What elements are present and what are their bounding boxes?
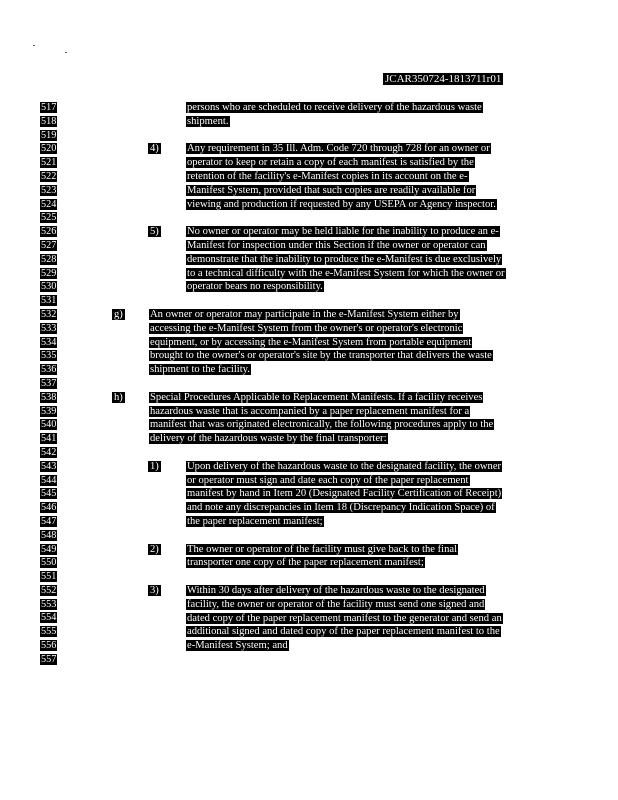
line-number: 526 bbox=[41, 226, 57, 238]
line-number: 547 bbox=[41, 515, 57, 527]
scan-speck bbox=[65, 52, 67, 53]
text-line: persons who are scheduled to receive delivery of the hazardous waste bbox=[187, 102, 482, 113]
line-number: 532 bbox=[41, 308, 57, 320]
line-number: 524 bbox=[41, 198, 57, 210]
text-line: brought to the owner's or operator's site by the transporter that delivers the waste bbox=[150, 350, 492, 362]
line-number: 530 bbox=[41, 281, 57, 293]
text-line: Special Procedures Applicable to Replacement Manifests. If a facility receives bbox=[150, 391, 483, 403]
line-number: 531 bbox=[41, 295, 57, 307]
paragraph bbox=[186, 584, 503, 653]
paragraph-marker: h) bbox=[114, 391, 123, 403]
line-number: 553 bbox=[41, 598, 57, 610]
paragraph bbox=[186, 543, 458, 571]
line-number: 520 bbox=[41, 143, 57, 155]
paragraph-marker: 1) bbox=[150, 460, 159, 472]
text-line: Manifest for inspection under this Section if the owner or operator can bbox=[187, 239, 486, 251]
paragraph bbox=[149, 308, 493, 377]
line-number: 517 bbox=[41, 102, 57, 113]
text-line: equipment, or by accessing the e-Manifest System from portable equipment bbox=[150, 336, 472, 348]
line-number: 523 bbox=[41, 184, 57, 196]
text-line: delivery of the hazardous waste by the final transporter: bbox=[150, 433, 387, 445]
text-line: accessing the e-Manifest System from the owner's or operator's electronic bbox=[150, 322, 463, 334]
line-number: 546 bbox=[41, 502, 57, 514]
text-line: facility, the owner or operator of the facility must send one signed and bbox=[187, 598, 485, 610]
paragraph-marker: 2) bbox=[150, 543, 159, 555]
line-number: 538 bbox=[41, 391, 57, 403]
line-number: 542 bbox=[41, 446, 57, 458]
line-number: 537 bbox=[41, 377, 57, 389]
line-number: 543 bbox=[41, 460, 57, 472]
paragraph bbox=[186, 101, 483, 129]
text-line: An owner or operator may participate in the e-Manifest System either by bbox=[150, 309, 459, 320]
line-number: 518 bbox=[41, 115, 57, 127]
paragraph-marker: 5) bbox=[150, 226, 159, 238]
text-line: operator to keep or retain a copy of each manifest is satisfied by the bbox=[187, 157, 474, 169]
line-number: 549 bbox=[41, 543, 57, 555]
paragraph bbox=[186, 225, 506, 294]
text-line: manifest by hand in Item 20 (Designated Facility Certification of Receipt) bbox=[187, 488, 502, 500]
line-number: 550 bbox=[41, 557, 57, 569]
document-code: JCAR350724-1813711r01 bbox=[385, 73, 502, 85]
paragraph-marker: g) bbox=[114, 309, 123, 320]
line-number: 519 bbox=[41, 129, 57, 141]
line-number: 528 bbox=[41, 253, 57, 265]
line-number-column bbox=[40, 101, 57, 667]
text-line: No owner or operator may be held liable for the inability to produce an e- bbox=[187, 226, 499, 238]
line-number: 545 bbox=[41, 488, 57, 500]
scan-speck bbox=[33, 45, 35, 46]
line-number: 556 bbox=[41, 640, 57, 652]
line-number: 548 bbox=[41, 529, 57, 541]
line-number: 529 bbox=[41, 267, 57, 279]
text-line: and note any discrepancies in Item 18 (Discrepancy Indication Space) of bbox=[187, 502, 495, 514]
text-line: additional signed and dated copy of the paper replacement manifest to the bbox=[187, 626, 500, 638]
text-line: or operator must sign and date each copy of the paper replacement bbox=[187, 474, 469, 486]
line-number: 557 bbox=[41, 653, 57, 665]
line-number: 555 bbox=[41, 626, 57, 638]
text-line: Within 30 days after delivery of the hazardous waste to the designated bbox=[187, 585, 485, 596]
text-line: operator bears no responsibility. bbox=[187, 281, 323, 293]
line-number: 540 bbox=[41, 419, 57, 431]
text-line: shipment to the facility. bbox=[150, 364, 250, 376]
text-line: Upon delivery of the hazardous waste to the designated facility, the owner bbox=[187, 460, 502, 472]
text-line: the paper replacement manifest; bbox=[187, 515, 323, 527]
line-number: 551 bbox=[41, 571, 57, 583]
paragraph-marker: 4) bbox=[150, 143, 159, 155]
line-number: 554 bbox=[41, 612, 57, 624]
text-line: retention of the facility's e-Manifest copies in its account on the e- bbox=[187, 170, 468, 182]
text-line: transporter one copy of the paper replacement manifest; bbox=[187, 557, 424, 569]
line-number: 552 bbox=[41, 584, 57, 596]
text-line: viewing and production if requested by any USEPA or Agency inspector. bbox=[187, 198, 496, 210]
line-number: 536 bbox=[41, 364, 57, 376]
text-line: dated copy of the paper replacement manifest to the generator and send an bbox=[187, 612, 502, 624]
line-number: 533 bbox=[41, 322, 57, 334]
line-number: 539 bbox=[41, 405, 57, 417]
text-line: shipment. bbox=[187, 115, 229, 127]
line-number: 541 bbox=[41, 433, 57, 445]
text-line: The owner or operator of the facility must give back to the final bbox=[187, 543, 458, 555]
line-number: 535 bbox=[41, 350, 57, 362]
paragraph bbox=[186, 460, 502, 529]
text-line: Any requirement in 35 Ill. Adm. Code 720 through 728 for an owner or bbox=[187, 143, 490, 155]
text-line: hazardous waste that is accompanied by a paper replacement manifest for a bbox=[150, 405, 470, 417]
paragraph bbox=[149, 391, 494, 446]
line-number: 527 bbox=[41, 239, 57, 251]
line-number: 525 bbox=[41, 212, 57, 224]
text-line: to a technical difficulty with the e-Manifest System for which the owner or bbox=[187, 267, 505, 279]
line-number: 534 bbox=[41, 336, 57, 348]
line-number: 521 bbox=[41, 157, 57, 169]
line-number: 544 bbox=[41, 474, 57, 486]
text-line: Manifest System, provided that such copies are readily available for bbox=[187, 184, 476, 196]
text-line: demonstrate that the inability to produce the e-Manifest is due exclusively bbox=[187, 253, 502, 265]
text-line: e-Manifest System; and bbox=[187, 640, 288, 652]
paragraph bbox=[186, 142, 497, 211]
line-number: 522 bbox=[41, 170, 57, 182]
paragraph-marker: 3) bbox=[150, 585, 159, 596]
text-line: manifest that was originated electronically, the following procedures apply to the bbox=[150, 419, 494, 431]
